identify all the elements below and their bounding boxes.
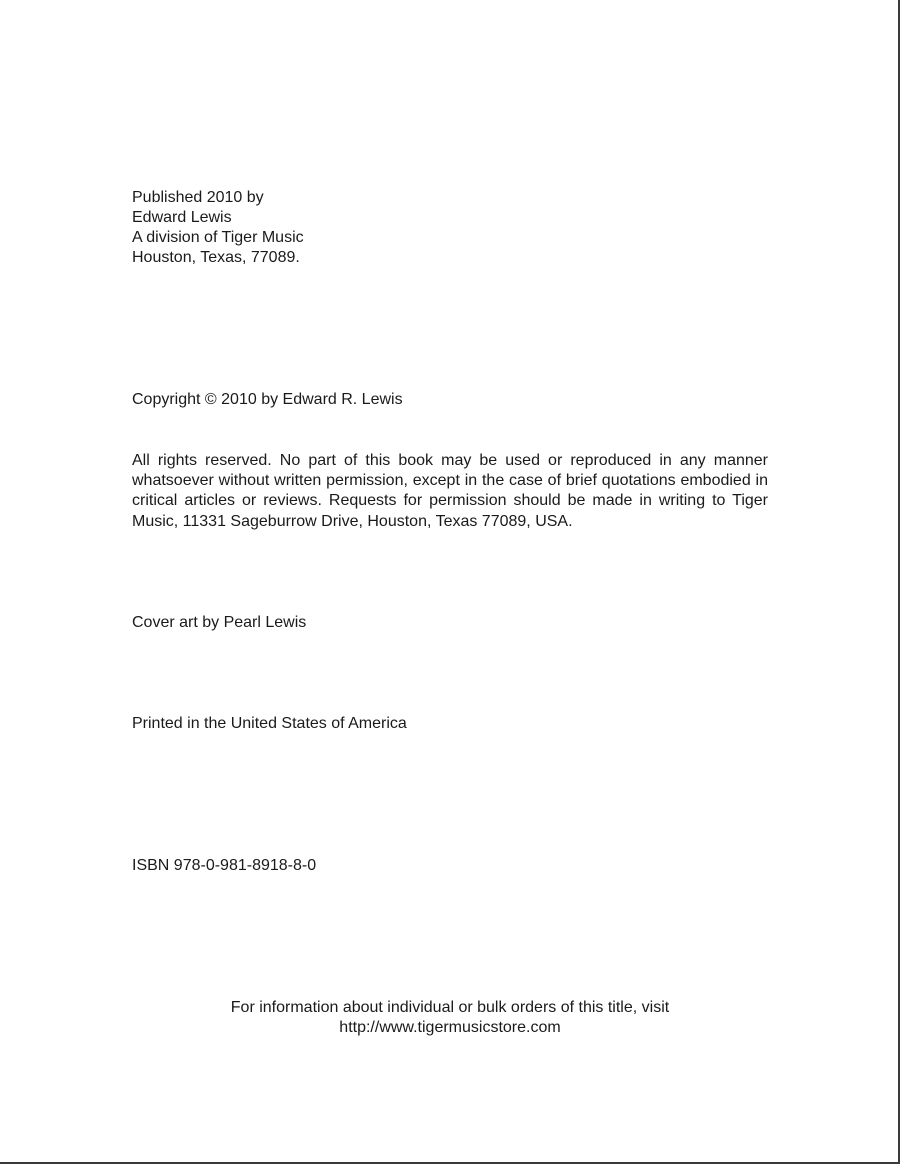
publisher-line: Edward Lewis [132,209,232,226]
order-info-url[interactable]: http://www.tigermusicstore.com [339,1019,561,1036]
order-info [0,998,900,1038]
printed-in: Printed in the United States of America [132,715,407,732]
publisher-line: Houston, Texas, 77089. [132,249,300,266]
publisher-line: A division of Tiger Music [132,229,304,246]
order-info-text: For information about individual or bulk orders of this title, visit [230,999,670,1016]
publisher-line: Published 2010 by [132,189,264,206]
publisher-info [132,188,304,268]
copyright-notice: Copyright © 2010 by Edward R. Lewis [132,391,403,408]
rights-paragraph: All rights reserved. No part of this book may be used or reproduced in any manner whatsoever without written permission, except in the case of brief quotations embodied in critical articles or reviews. Requests for permission should be made in writing to Tiger Music, 11331 Sageburrow Drive, Houston, Texas 77089, USA. [132,452,768,530]
isbn: ISBN 978-0-981-8918-8-0 [132,857,317,874]
cover-art-credit: Cover art by Pearl Lewis [132,614,307,631]
